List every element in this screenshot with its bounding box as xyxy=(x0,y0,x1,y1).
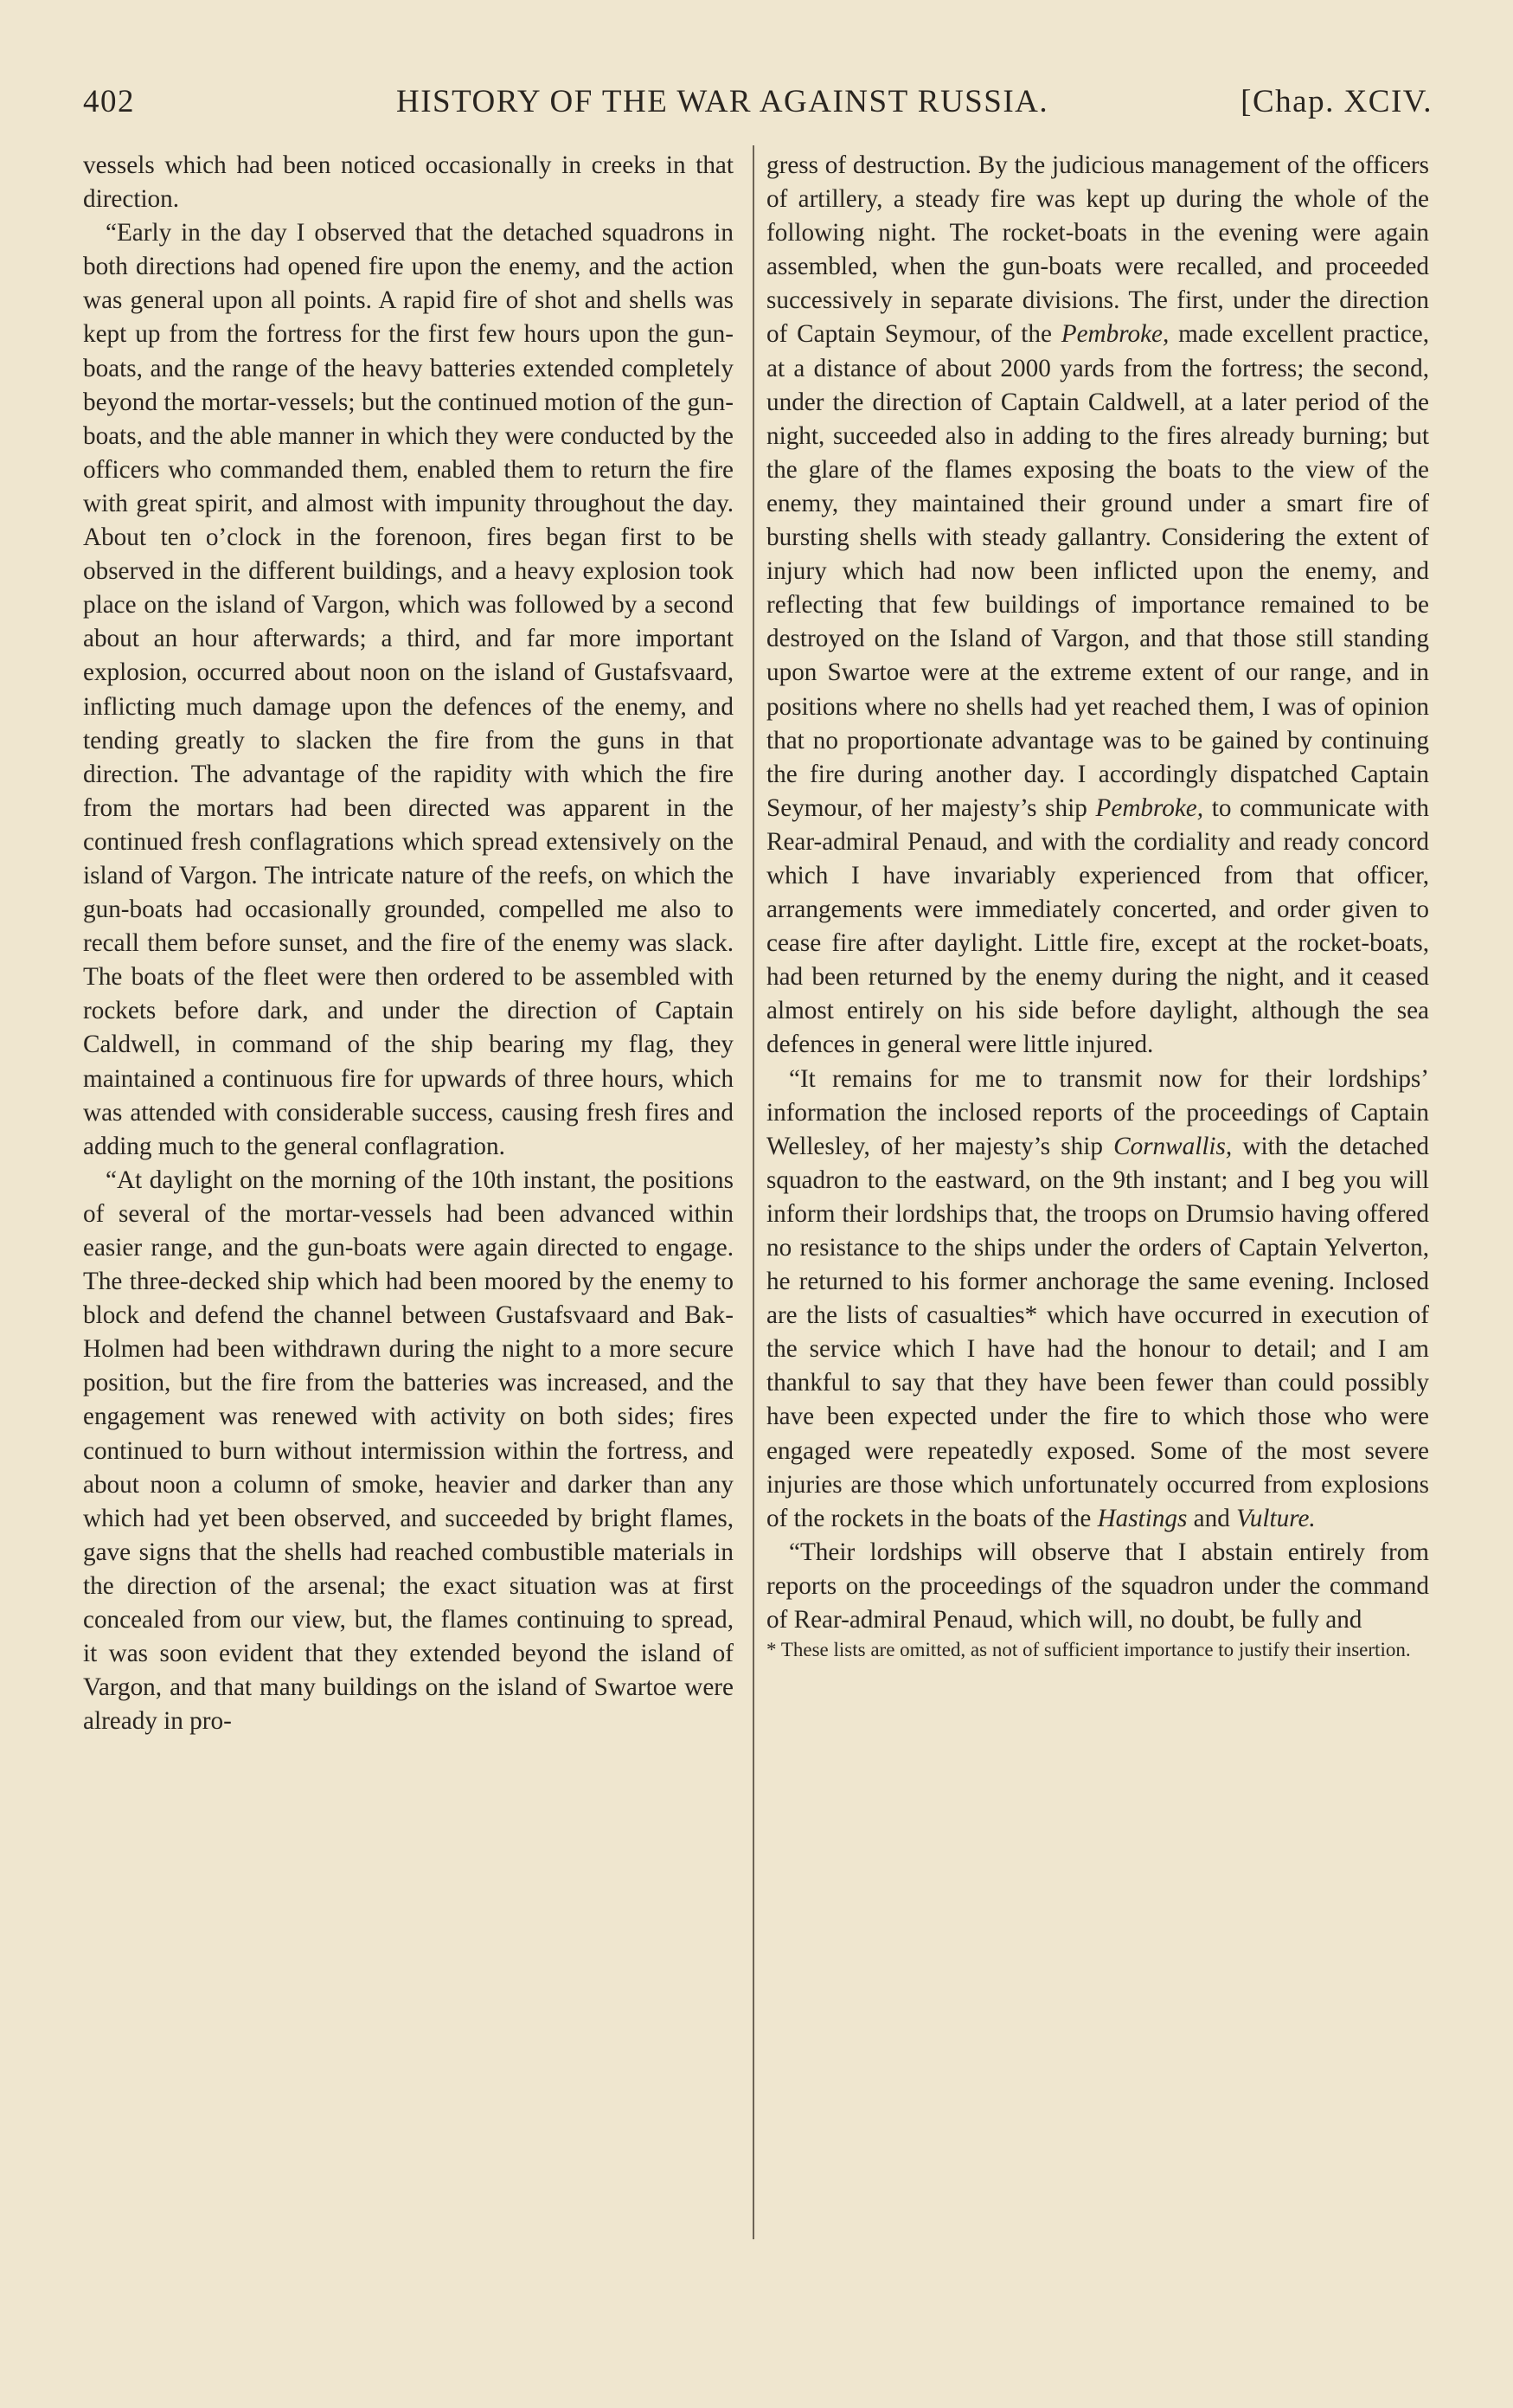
text-run: to communicate with Rear-admiral Penaud, and with the cordiality and ready concord which I have invariably experienced from that officer, arrangements were immediately concerted, and order given to cease fire after daylight. Little fire, except at the rocket-boats, had been returned by the enemy during the night, and it ceased almost entirely on his side before daylight, although the sea defences in general were little injured. xyxy=(766,793,1429,1059)
chapter-label: [Chap. XCIV. xyxy=(1241,84,1433,119)
text-run: gress of destruction. By the judicious management of the officers of artillery, a steady fire was kept up during the whole of the following night. The rocket-boats in the evening were again assembled, when the gun-boats were recalled, and proceeded successively in separate divisions. The first, under the direction of Captain Seymour, of the xyxy=(766,151,1429,349)
paragraph xyxy=(766,149,1429,1063)
running-title: HISTORY OF THE WAR AGAINST RUSSIA. xyxy=(396,84,1049,119)
ship-name: Pembroke, xyxy=(1061,320,1170,349)
text-run: made excellent practice, at a distance of about 2000 yards from the fortress; the second, under the direction of Captain Caldwell, at a later period of the night, succeeded also in adding to the fires already burning; but the glare of the flames exposing the boats to the view of the enemy, they maintained their ground under a smart fire of bursting shells with steady gallantry. Considering the extent of injury which had now been inflicted upon the enemy, and reflecting that few buildings of importance remained to be destroyed on the Island of Vargon, and that those still standing upon Swartoe were at the extreme extent of our range, and in positions where no shells had yet reached them, I was of opinion that no proportionate advantage was to be gained by continuing the fire during another day. I accordingly dispatched Captain Seymour, of her majesty’s ship xyxy=(766,320,1429,822)
page-number: 402 xyxy=(83,84,135,119)
paragraph xyxy=(766,1063,1429,1536)
right-column xyxy=(766,149,1429,1662)
text-run: with the detached squadron to the eastward, on the 9th instant; and I beg you will inform their lordships that, the troops on Drumsio having offered no resistance to the ships under the orders of Captain Yelverton, he returned to his former anchorage the same evening. Inclosed are the lists of casualties* which have occurred in execution of the service which I have had the honour to detail; and I am thankful to say that they have been fewer than could possibly have been expected under the fire to which those who were engaged were repeatedly exposed. Some of the most severe injuries are those which unfortunately occurred from explosions of the rockets in the boats of the xyxy=(766,1132,1429,1532)
ship-name: Hastings xyxy=(1097,1504,1188,1532)
text-run: and xyxy=(1187,1504,1237,1532)
running-header xyxy=(83,83,1433,128)
paragraph: “Their lordships will observe that I abstain entirely from reports on the proceedings of the squadron under the command of Rear-admiral Penaud, which will, no doubt, be fully and xyxy=(766,1538,1429,1634)
text-run: “It remains for me to transmit now for their lordships’ information the inclosed reports of the proceedings of Captain Wellesley, of her majesty’s ship xyxy=(766,1064,1429,1160)
paragraph: “Early in the day I observed that the detached squadrons in both directions had opened fire upon the enemy, and the action was general upon all points. A rapid fire of shot and shells was kept up from the fortress for the first few hours upon the gun-boats, and the range of the heavy batteries extended completely beyond the mortar-vessels; but the continued motion of the gun-boats, and the able manner in which they were conducted by the officers who commanded them, enabled them to return the fire with great spirit, and almost with impunity throughout the day. About ten o’clock in the forenoon, fires began first to be observed in the different buildings, and a heavy explosion took place on the island of Vargon, which was followed by a second about an hour afterwards; a third, and far more important explosion, occurred about noon on the island of Gustafsvaard, inflicting much damage upon the defences of the enemy, and tending greatly to slacken the fire from the guns in that direction. The advantage of the rapidity with which the fire from the mortars had been directed was apparent in the continued fresh conflagrations which spread extensively on the island of Vargon. The intricate nature of the reefs, on which the gun-boats had occasionally grounded, compelled me also to recall them before sunset, and the fire of the enemy was slack. The boats of the fleet were then ordered to be assembled with rockets before dark, and under the direction of Captain Caldwell, in command of the ship bearing my flag, they maintained a continuous fire for upwards of three hours, which was attended with considerable success, causing fresh fires and adding much to the general conflagration. xyxy=(83,219,734,1160)
left-column xyxy=(83,149,734,1738)
column-divider xyxy=(753,145,754,2239)
ship-name: Vulture. xyxy=(1236,1504,1316,1532)
footnote: * These lists are omitted, as not of sufficient importance to justify their insertion. xyxy=(766,1639,1411,1661)
ship-name: Pembroke, xyxy=(1095,793,1204,822)
paragraph: “At daylight on the morning of the 10th instant, the positions of several of the mortar-vessels had been advanced within easier range, and the gun-boats were again directed to engage. The three-decked ship which had been moored by the enemy to block and defend the channel between Gustafsvaard and Bak-Holmen had been withdrawn during the night to a more secure position, but the fire from the batteries was increased, and the engagement was renewed with activity on both sides; fires continued to burn without intermission within the fortress, and about noon a column of smoke, heavier and darker than any which had yet been observed, and succeeded by bright flames, gave signs that the shells had reached combustible materials in the direction of the arsenal; the exact situation was at first concealed from our view, but, the flames continuing to spread, it was soon evident that they extended beyond the island of Vargon, and that many buildings on the island of Swartoe were already in pro- xyxy=(83,1165,734,1736)
ship-name: Cornwallis, xyxy=(1113,1132,1233,1160)
paragraph: vessels which had been noticed occasionally in creeks in that direction. xyxy=(83,151,734,214)
